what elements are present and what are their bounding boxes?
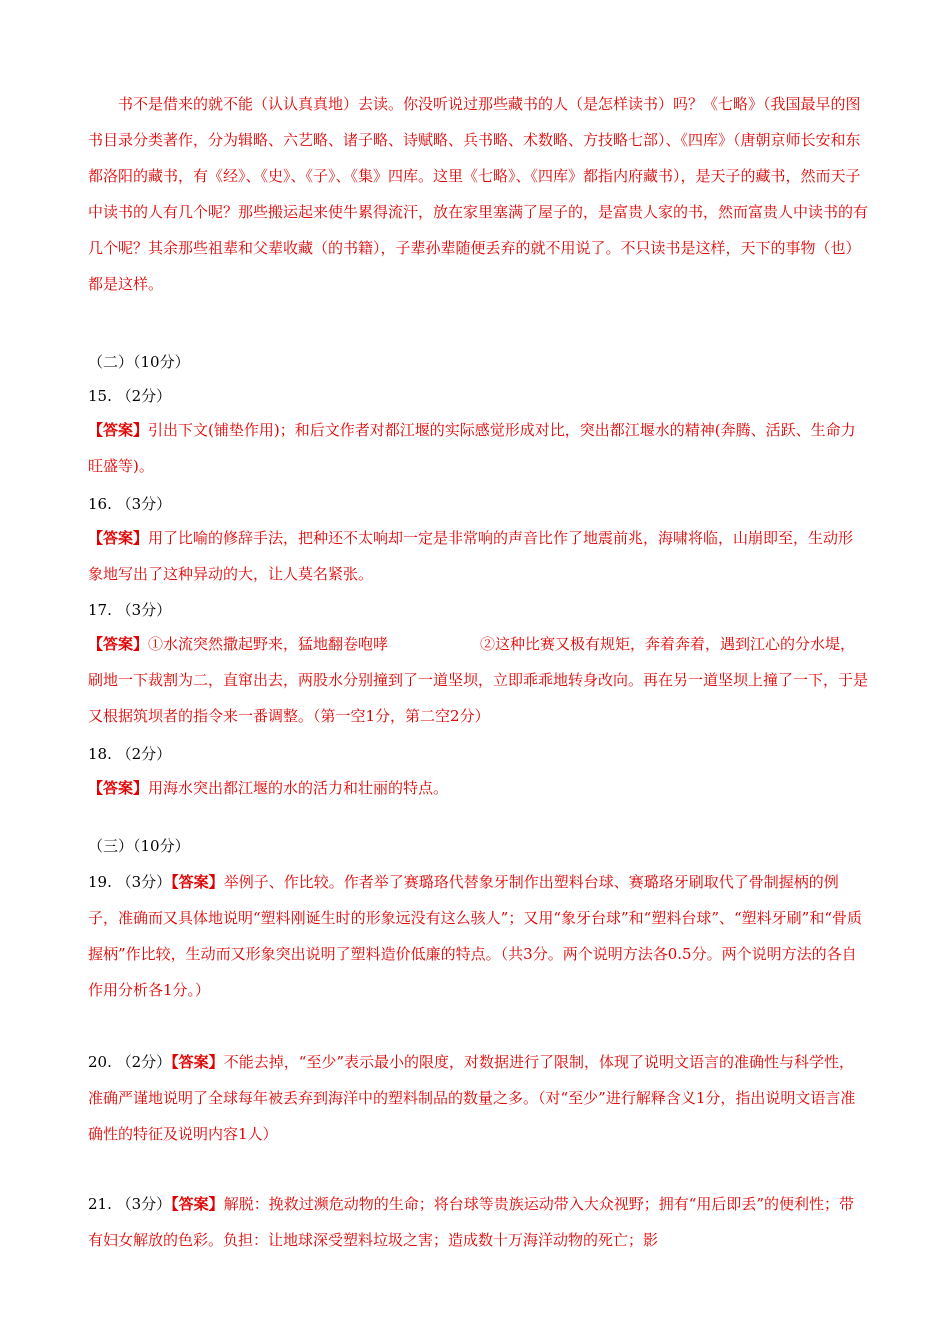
answer-label: 【答案】 [171,873,224,891]
answer-text: 用了比喻的修辞手法，把种还不太响却一定是非常响的声音比作了地震前兆，海啸将临，山崩即至，生动形象地写出了这种异动的大，让人莫名紧张。 [88,529,854,583]
answer-text: 解脱：挽救过濒危动物的生命；将台球等贵族运动带入大众视野；拥有“用后即丢”的便利性；带有妇女解放的色彩。负担：让地球深受塑料垃圾之害；造成数十万海洋动物的死亡；影 [88,1195,855,1249]
question-15-answer [88,412,868,484]
question-20-heading: 20. （2分） [88,1053,172,1071]
question-18-heading: 18. （2分） [88,745,172,763]
question-19-heading: 19. （3分） [88,873,172,891]
answer-text: 不能去掉，“至少”表示最小的限度，对数据进行了限制，体现了说明文语言的准确性与科学性，准确严谨地说明了全球每年被丢弃到海洋中的塑料制品的数量之多。（对“至少”进行解释含义1分，指出说明文语言准确性的特征及说明内容1人） [88,1053,856,1143]
answer-label: 【答案】 [88,529,149,547]
question-15-heading: 15. （2分） [88,387,172,405]
answer-label: 【答案】 [171,1195,224,1213]
section-3-heading: （三）（10分） [88,837,190,855]
answer-label: 【答案】 [171,1053,224,1071]
translation-paragraph: 书不是借来的就不能（认认真真地）去读。你没听说过那些藏书的人（是怎样读书）吗？《七略》（我国最早的图书目录分类著作，分为辑略、六艺略、诸子略、诗赋略、兵书略、术数略、方技略七部）、《四库》（唐朝京师长安和东都洛阳的藏书，有《经》、《史》、《子》、《集》四库。这里《七略》、《四库》都指内府藏书），是天子的藏书，然而天子中读书的人有几个呢？那些搬运起来使牛累得流汗，放在家里塞满了屋子的，是富贵人家的书，然而富贵人中读书的有几个呢？其余那些祖辈和父辈收藏（的书籍），子辈孙辈随便丢弃的就不用说了。不只读书是这样，天下的事物（也）都是这样。 [88,95,869,293]
question-17-heading: 17. （3分） [88,601,172,619]
answer-label: 【答案】 [88,779,149,797]
answer-part-1: ①水流突然撒起野来，猛地翻卷咆哮 [148,635,389,653]
question-18-answer [88,770,868,806]
answer-part-2: ②这种比赛又极有规矩，奔着奔着，遇到江心的分水堤，刷地一下裁割为二，直窜出去，两股水分别撞到了一道坚坝，立即乖乖地转身改向。再在另一道坚坝上撞了一下，于是又根据筑坝者的指令来一番调整。（第一空1分，第二空2分） [88,635,869,725]
answer-label: 【答案】 [88,421,149,439]
answer-text: 用海水突出都江堰的水的活力和壮丽的特点。 [148,779,449,797]
question-17-answer [88,626,868,734]
question-21 [88,1186,868,1258]
answer-label: 【答案】 [88,635,149,653]
answer-text: 举例子、作比较。作者举了赛璐珞代替象牙制作出塑料台球、赛璐珞牙刷取代了骨制握柄的例子，准确而又具体地说明“塑料刚诞生时的形象远没有这么骇人”；又用“象牙台球”和“塑料台球”、“塑料牙刷”和“骨质握柄”作比较，生动而又形象突出说明了塑料造价低廉的特点。（共3分。两个说明方法各0.5分。两个说明方法的各自作用分析各1分。） [88,873,863,999]
answer-text: 引出下文(铺垫作用)；和后文作者对都江堰的实际感觉形成对比，突出都江堰水的精神(奔腾、活跃、生命力旺盛等)。 [88,421,856,475]
question-16-answer [88,520,868,592]
section-2-heading: （二）（10分） [88,353,190,371]
question-21-heading: 21. （3分） [88,1195,172,1213]
question-20 [88,1044,868,1152]
question-19 [88,864,868,1008]
question-16-heading: 16. （3分） [88,495,172,513]
